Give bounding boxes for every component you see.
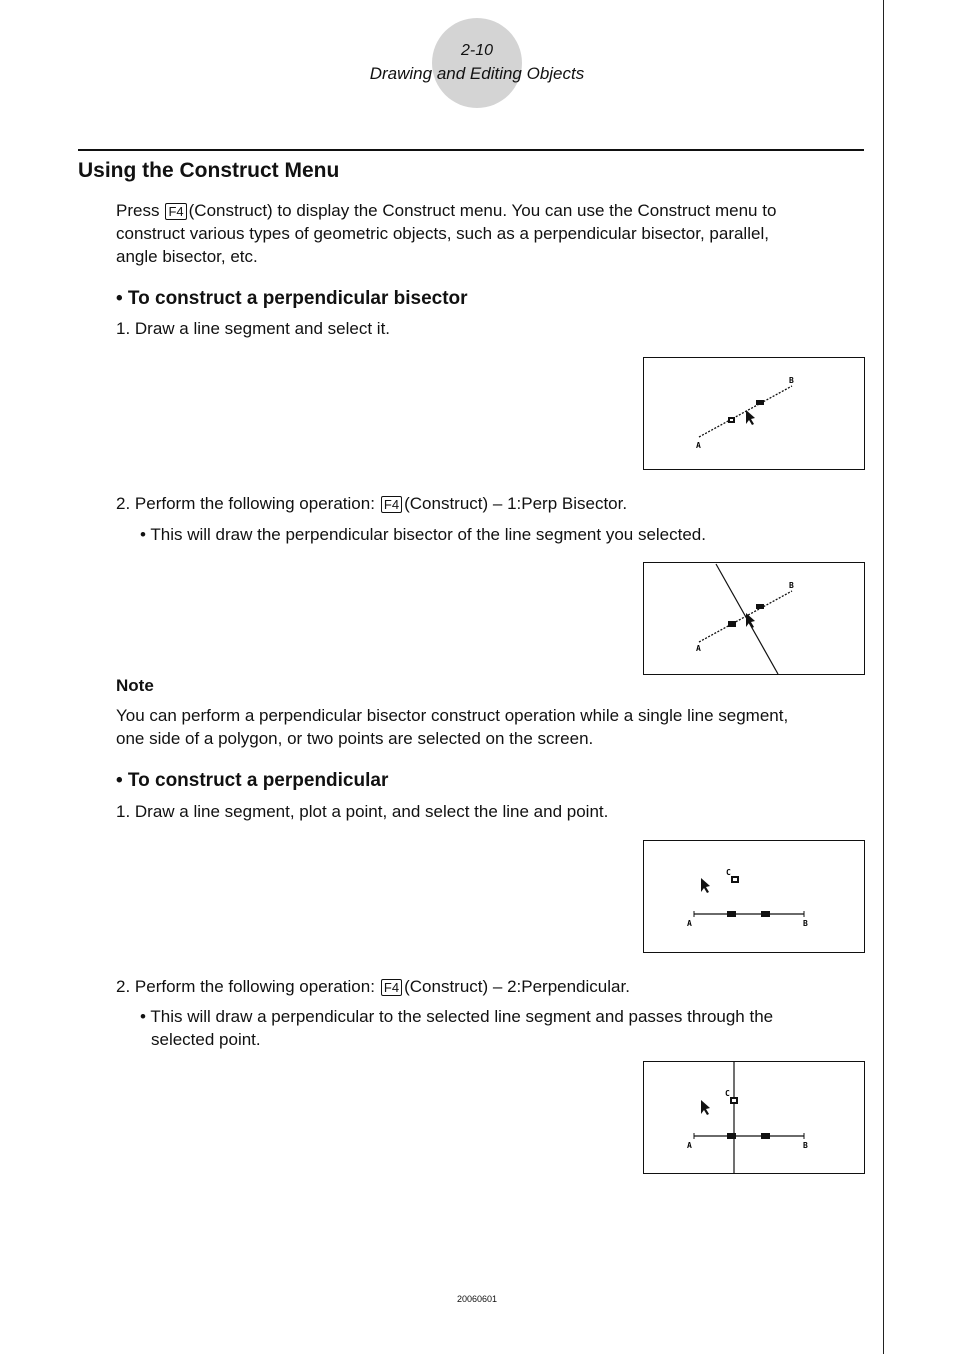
- bisector-heading: • To construct a perpendicular bisector: [116, 288, 468, 309]
- point-c-label: C: [726, 868, 731, 877]
- point-b-label: B: [803, 919, 808, 928]
- note-line2: one side of a polygon, or two points are selected on the screen.: [116, 729, 594, 748]
- bisector-step1: 1. Draw a line segment and select it.: [116, 319, 391, 338]
- note-line1: You can perform a perpendicular bisector construct operation while a single line segment,: [116, 706, 789, 725]
- intro-line2: construct various types of geometric objects, such as a perpendicular bisector, parallel,: [116, 224, 769, 243]
- point-a-label: A: [687, 919, 692, 928]
- chapter-title: Drawing and Editing Objects: [369, 64, 585, 83]
- bisector-step2-post: (Construct) – 1:Perp Bisector.: [404, 494, 628, 513]
- point-b-label: B: [789, 376, 794, 385]
- screen-perpendicular: [643, 1061, 865, 1174]
- point-b-label: B: [803, 1141, 808, 1150]
- perpendicular-step1: 1. Draw a line segment, plot a point, and select the line and point.: [116, 802, 609, 821]
- point-c-label: C: [725, 1089, 730, 1098]
- perpendicular-step2: [116, 977, 630, 997]
- point-a-label: A: [696, 441, 701, 450]
- screen-segment-point-selected: [643, 840, 865, 953]
- screen-perp-bisector: [643, 562, 865, 675]
- perpendicular-note-line2: selected point.: [151, 1030, 261, 1049]
- perpendicular-note-line1: • This will draw a perpendicular to the selected line segment and passes through the: [140, 1007, 774, 1026]
- f4-key-icon: F4: [381, 496, 402, 513]
- bisector-step2: [116, 494, 627, 514]
- f4-key-icon: F4: [165, 203, 186, 220]
- section-divider: [78, 149, 864, 151]
- point-b-label: B: [789, 581, 794, 590]
- footer-code: 20060601: [456, 1294, 498, 1304]
- note-text: [116, 704, 846, 750]
- page-number: 2-10: [460, 42, 494, 59]
- bisector-step2-note: • This will draw the perpendicular bisector of the line segment you selected.: [140, 525, 706, 544]
- intro-paragraph: [116, 199, 846, 268]
- section-title: Using the Construct Menu: [78, 159, 340, 182]
- note-label: Note: [116, 676, 154, 695]
- screen-segment-selected: [643, 357, 865, 470]
- perpendicular-step2-post: (Construct) – 2:Perpendicular.: [404, 977, 630, 996]
- point-a-label: A: [696, 644, 701, 653]
- perpendicular-heading: • To construct a perpendicular: [116, 770, 389, 791]
- bisector-step2-pre: 2. Perform the following operation:: [116, 494, 375, 513]
- intro-line1: (Construct) to display the Construct menu. You can use the Construct menu to: [188, 201, 777, 220]
- perpendicular-step2-pre: 2. Perform the following operation:: [116, 977, 375, 996]
- f4-key-icon: F4: [381, 979, 402, 996]
- right-margin-rule: [883, 0, 884, 1354]
- intro-line3: angle bisector, etc.: [116, 247, 258, 266]
- perpendicular-step2-note: [140, 1005, 840, 1051]
- point-a-label: A: [687, 1141, 692, 1150]
- intro-pre: Press: [116, 201, 160, 220]
- page-number-badge: [432, 18, 522, 108]
